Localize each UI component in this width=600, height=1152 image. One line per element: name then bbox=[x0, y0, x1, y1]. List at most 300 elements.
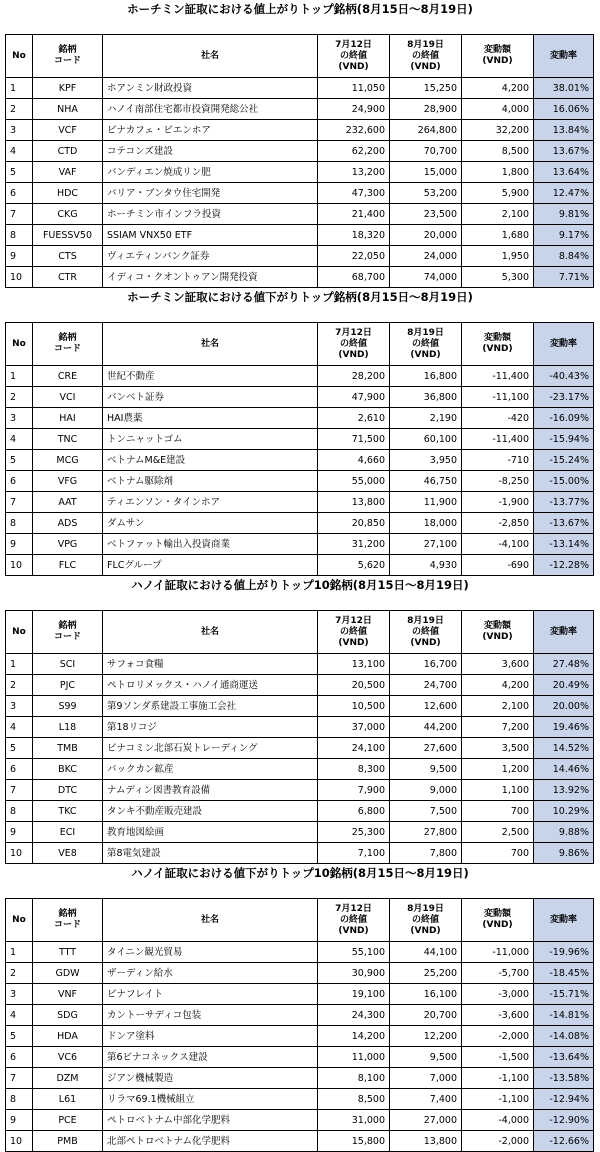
cell-close-0712: 8,500 bbox=[318, 1089, 390, 1110]
cell-code: CTR bbox=[33, 267, 103, 288]
cell-change: -4,100 bbox=[462, 534, 534, 555]
cell-company-name: バックカン鉱産 bbox=[103, 759, 318, 780]
table-row bbox=[6, 675, 594, 696]
cell-close-0819: 16,100 bbox=[390, 984, 462, 1005]
cell-company-name: 第9ソンダ系建設工事施工会社 bbox=[103, 696, 318, 717]
cell-company-name: SSIAM VNX50 ETF bbox=[103, 225, 318, 246]
stock-ranking-table bbox=[5, 34, 594, 288]
cell-company-name: コテコンズ建設 bbox=[103, 141, 318, 162]
cell-change-rate: 38.01% bbox=[534, 78, 594, 99]
header-close-0819: 8月19日 の終値 (VND) bbox=[390, 323, 462, 366]
cell-change-rate: 10.29% bbox=[534, 801, 594, 822]
cell-change: -11,000 bbox=[462, 942, 534, 963]
cell-close-0819: 20,000 bbox=[390, 225, 462, 246]
cell-change: 7,200 bbox=[462, 717, 534, 738]
cell-close-0819: 46,750 bbox=[390, 471, 462, 492]
cell-code: GDW bbox=[33, 963, 103, 984]
cell-code: ADS bbox=[33, 513, 103, 534]
cell-change: 8,500 bbox=[462, 141, 534, 162]
cell-company-name: ドンア塗料 bbox=[103, 1026, 318, 1047]
cell-close-0819: 15,250 bbox=[390, 78, 462, 99]
cell-change: -11,100 bbox=[462, 387, 534, 408]
cell-change: -8,250 bbox=[462, 471, 534, 492]
cell-change: 5,300 bbox=[462, 267, 534, 288]
cell-no: 8 bbox=[6, 801, 33, 822]
table-row bbox=[6, 267, 594, 288]
table-row bbox=[6, 204, 594, 225]
table-row bbox=[6, 534, 594, 555]
cell-no: 6 bbox=[6, 759, 33, 780]
cell-change: 4,200 bbox=[462, 675, 534, 696]
cell-no: 8 bbox=[6, 225, 33, 246]
cell-change-rate: -12.66% bbox=[534, 1131, 594, 1152]
cell-close-0712: 11,050 bbox=[318, 78, 390, 99]
cell-close-0819: 264,800 bbox=[390, 120, 462, 141]
cell-close-0819: 16,700 bbox=[390, 654, 462, 675]
cell-code: VFG bbox=[33, 471, 103, 492]
cell-close-0819: 53,200 bbox=[390, 183, 462, 204]
cell-change-rate: -12.94% bbox=[534, 1089, 594, 1110]
cell-change: 5,900 bbox=[462, 183, 534, 204]
table-row bbox=[6, 120, 594, 141]
cell-company-name: バリア・ブンタウ住宅開発 bbox=[103, 183, 318, 204]
cell-close-0819: 18,000 bbox=[390, 513, 462, 534]
cell-close-0819: 9,500 bbox=[390, 1047, 462, 1068]
cell-no: 5 bbox=[6, 738, 33, 759]
cell-close-0712: 24,100 bbox=[318, 738, 390, 759]
table-row bbox=[6, 366, 594, 387]
header-close-0712: 7月12日 の終値 (VND) bbox=[318, 323, 390, 366]
cell-company-name: 第6ビナコネックス建設 bbox=[103, 1047, 318, 1068]
table-row bbox=[6, 1131, 594, 1152]
cell-no: 6 bbox=[6, 471, 33, 492]
cell-company-name: 第8電気建設 bbox=[103, 843, 318, 864]
cell-no: 2 bbox=[6, 387, 33, 408]
cell-code: VNF bbox=[33, 984, 103, 1005]
cell-code: AAT bbox=[33, 492, 103, 513]
cell-change-rate: -14.08% bbox=[534, 1026, 594, 1047]
cell-change: -2,000 bbox=[462, 1026, 534, 1047]
cell-close-0712: 19,100 bbox=[318, 984, 390, 1005]
cell-close-0712: 22,050 bbox=[318, 246, 390, 267]
cell-close-0819: 11,900 bbox=[390, 492, 462, 513]
cell-no: 1 bbox=[6, 366, 33, 387]
cell-close-0819: 28,900 bbox=[390, 99, 462, 120]
cell-no: 7 bbox=[6, 780, 33, 801]
cell-change-rate: 19.46% bbox=[534, 717, 594, 738]
cell-change-rate: 16.06% bbox=[534, 99, 594, 120]
table-row bbox=[6, 654, 594, 675]
cell-close-0712: 62,200 bbox=[318, 141, 390, 162]
cell-company-name: ティエンソン・タインホア bbox=[103, 492, 318, 513]
cell-no: 4 bbox=[6, 717, 33, 738]
table-row bbox=[6, 555, 594, 576]
cell-no: 7 bbox=[6, 204, 33, 225]
header-close-0819: 8月19日 の終値 (VND) bbox=[390, 611, 462, 654]
cell-close-0712: 30,900 bbox=[318, 963, 390, 984]
cell-company-name: ビナフレイト bbox=[103, 984, 318, 1005]
table-row bbox=[6, 963, 594, 984]
cell-change-rate: 13.92% bbox=[534, 780, 594, 801]
section-title: ハノイ証取における値上がりトップ10銘柄(8月15日〜8月19日) bbox=[131, 578, 469, 592]
cell-close-0819: 60,100 bbox=[390, 429, 462, 450]
table-row bbox=[6, 1005, 594, 1026]
cell-close-0712: 13,100 bbox=[318, 654, 390, 675]
cell-change-rate: -13.77% bbox=[534, 492, 594, 513]
cell-code: PCE bbox=[33, 1110, 103, 1131]
cell-change-rate: -14.81% bbox=[534, 1005, 594, 1026]
cell-change: -11,400 bbox=[462, 366, 534, 387]
cell-close-0819: 16,800 bbox=[390, 366, 462, 387]
cell-close-0819: 27,600 bbox=[390, 738, 462, 759]
cell-close-0819: 44,100 bbox=[390, 942, 462, 963]
cell-code: VPG bbox=[33, 534, 103, 555]
header-change: 変動額 (VND) bbox=[462, 611, 534, 654]
cell-close-0712: 13,800 bbox=[318, 492, 390, 513]
table-row bbox=[6, 408, 594, 429]
cell-close-0819: 20,700 bbox=[390, 1005, 462, 1026]
cell-close-0819: 27,800 bbox=[390, 822, 462, 843]
cell-change-rate: -13.64% bbox=[534, 1047, 594, 1068]
cell-close-0712: 24,900 bbox=[318, 99, 390, 120]
cell-close-0712: 31,200 bbox=[318, 534, 390, 555]
cell-change-rate: 12.47% bbox=[534, 183, 594, 204]
cell-close-0819: 2,190 bbox=[390, 408, 462, 429]
header-change-rate: 変動率 bbox=[534, 611, 594, 654]
cell-close-0712: 24,300 bbox=[318, 1005, 390, 1026]
cell-no: 10 bbox=[6, 267, 33, 288]
cell-close-0819: 74,000 bbox=[390, 267, 462, 288]
cell-company-name: ビナカフェ・ビエンホア bbox=[103, 120, 318, 141]
cell-close-0712: 14,200 bbox=[318, 1026, 390, 1047]
cell-close-0819: 12,600 bbox=[390, 696, 462, 717]
header-change-rate: 変動率 bbox=[534, 899, 594, 942]
cell-change-rate: 20.00% bbox=[534, 696, 594, 717]
cell-company-name: FLCグループ bbox=[103, 555, 318, 576]
cell-company-name: 北部ペトロベトナム化学肥料 bbox=[103, 1131, 318, 1152]
cell-change-rate: -15.71% bbox=[534, 984, 594, 1005]
cell-company-name: ビナコミン北部石炭トレーディング bbox=[103, 738, 318, 759]
cell-company-name: ペトロベトナム中部化学肥料 bbox=[103, 1110, 318, 1131]
cell-no: 1 bbox=[6, 78, 33, 99]
cell-close-0712: 25,300 bbox=[318, 822, 390, 843]
cell-code: PJC bbox=[33, 675, 103, 696]
table-row bbox=[6, 1089, 594, 1110]
cell-change-rate: 9.88% bbox=[534, 822, 594, 843]
cell-change-rate: -19.96% bbox=[534, 942, 594, 963]
cell-no: 7 bbox=[6, 1068, 33, 1089]
table-row bbox=[6, 429, 594, 450]
cell-code: DTC bbox=[33, 780, 103, 801]
cell-change: 3,600 bbox=[462, 654, 534, 675]
cell-code: NHA bbox=[33, 99, 103, 120]
cell-code: CRE bbox=[33, 366, 103, 387]
cell-close-0819: 12,200 bbox=[390, 1026, 462, 1047]
header-code: 銘柄 コード bbox=[33, 35, 103, 78]
cell-company-name: ジアン機械製造 bbox=[103, 1068, 318, 1089]
cell-change: 700 bbox=[462, 801, 534, 822]
cell-company-name: バンディエン焼成リン肥 bbox=[103, 162, 318, 183]
table-row bbox=[6, 822, 594, 843]
cell-close-0712: 8,100 bbox=[318, 1068, 390, 1089]
cell-company-name: タンキ不動産販売建設 bbox=[103, 801, 318, 822]
cell-code: PMB bbox=[33, 1131, 103, 1152]
cell-company-name: ダムサン bbox=[103, 513, 318, 534]
cell-close-0712: 71,500 bbox=[318, 429, 390, 450]
cell-change: -11,400 bbox=[462, 429, 534, 450]
ranking-section bbox=[0, 865, 600, 1152]
cell-close-0712: 11,000 bbox=[318, 1047, 390, 1068]
section-title: ハノイ証取における値下がりトップ10銘柄(8月15日〜8月19日) bbox=[131, 866, 469, 880]
cell-change: 2,500 bbox=[462, 822, 534, 843]
cell-no: 10 bbox=[6, 843, 33, 864]
cell-change-rate: -13.67% bbox=[534, 513, 594, 534]
cell-change: -1,500 bbox=[462, 1047, 534, 1068]
cell-change-rate: 9.86% bbox=[534, 843, 594, 864]
cell-change-rate: 27.48% bbox=[534, 654, 594, 675]
cell-close-0712: 55,100 bbox=[318, 942, 390, 963]
cell-no: 1 bbox=[6, 654, 33, 675]
cell-change: -1,100 bbox=[462, 1068, 534, 1089]
cell-close-0819: 23,500 bbox=[390, 204, 462, 225]
cell-change: -3,600 bbox=[462, 1005, 534, 1026]
table-row bbox=[6, 759, 594, 780]
cell-close-0712: 7,100 bbox=[318, 843, 390, 864]
table-row bbox=[6, 141, 594, 162]
cell-close-0819: 13,800 bbox=[390, 1131, 462, 1152]
cell-company-name: ナムディン図書教育設備 bbox=[103, 780, 318, 801]
cell-code: VAF bbox=[33, 162, 103, 183]
cell-code: FUESSV50 bbox=[33, 225, 103, 246]
cell-no: 9 bbox=[6, 1110, 33, 1131]
cell-no: 9 bbox=[6, 534, 33, 555]
cell-company-name: 世紀不動産 bbox=[103, 366, 318, 387]
cell-close-0819: 25,200 bbox=[390, 963, 462, 984]
table-row bbox=[6, 513, 594, 534]
cell-close-0819: 3,950 bbox=[390, 450, 462, 471]
cell-close-0712: 5,620 bbox=[318, 555, 390, 576]
table-row bbox=[6, 942, 594, 963]
cell-no: 6 bbox=[6, 183, 33, 204]
header-no: No bbox=[6, 323, 33, 366]
cell-close-0819: 7,400 bbox=[390, 1089, 462, 1110]
cell-no: 5 bbox=[6, 1026, 33, 1047]
cell-change-rate: 13.84% bbox=[534, 120, 594, 141]
cell-company-name: ベトファット輸出入投資商業 bbox=[103, 534, 318, 555]
cell-change: 1,680 bbox=[462, 225, 534, 246]
cell-no: 3 bbox=[6, 696, 33, 717]
cell-change-rate: 13.67% bbox=[534, 141, 594, 162]
cell-company-name: ヴィエティンバンク証券 bbox=[103, 246, 318, 267]
cell-no: 5 bbox=[6, 450, 33, 471]
cell-change: 3,500 bbox=[462, 738, 534, 759]
cell-close-0712: 8,300 bbox=[318, 759, 390, 780]
cell-close-0819: 27,100 bbox=[390, 534, 462, 555]
cell-code: SCI bbox=[33, 654, 103, 675]
cell-code: DZM bbox=[33, 1068, 103, 1089]
header-close-0712: 7月12日 の終値 (VND) bbox=[318, 35, 390, 78]
cell-close-0712: 28,200 bbox=[318, 366, 390, 387]
table-row bbox=[6, 843, 594, 864]
cell-code: HDC bbox=[33, 183, 103, 204]
cell-change-rate: -40.43% bbox=[534, 366, 594, 387]
cell-change: 2,100 bbox=[462, 204, 534, 225]
cell-code: FLC bbox=[33, 555, 103, 576]
header-change: 変動額 (VND) bbox=[462, 323, 534, 366]
header-close-0712: 7月12日 の終値 (VND) bbox=[318, 899, 390, 942]
cell-change: -1,100 bbox=[462, 1089, 534, 1110]
cell-no: 8 bbox=[6, 1089, 33, 1110]
table-row bbox=[6, 387, 594, 408]
cell-change: -420 bbox=[462, 408, 534, 429]
cell-code: SDG bbox=[33, 1005, 103, 1026]
cell-close-0712: 20,850 bbox=[318, 513, 390, 534]
header-close-0819: 8月19日 の終値 (VND) bbox=[390, 35, 462, 78]
cell-code: L61 bbox=[33, 1089, 103, 1110]
stock-ranking-table bbox=[5, 610, 594, 864]
cell-close-0712: 21,400 bbox=[318, 204, 390, 225]
cell-code: S99 bbox=[33, 696, 103, 717]
cell-no: 8 bbox=[6, 513, 33, 534]
cell-change-rate: 14.52% bbox=[534, 738, 594, 759]
ranking-section bbox=[0, 1, 600, 288]
cell-close-0712: 6,800 bbox=[318, 801, 390, 822]
cell-code: VCF bbox=[33, 120, 103, 141]
cell-close-0712: 15,800 bbox=[318, 1131, 390, 1152]
cell-close-0819: 7,500 bbox=[390, 801, 462, 822]
table-row bbox=[6, 78, 594, 99]
cell-code: CTD bbox=[33, 141, 103, 162]
table-row bbox=[6, 1026, 594, 1047]
cell-code: VE8 bbox=[33, 843, 103, 864]
cell-code: BKC bbox=[33, 759, 103, 780]
cell-change-rate: -15.24% bbox=[534, 450, 594, 471]
cell-close-0712: 2,610 bbox=[318, 408, 390, 429]
cell-close-0819: 36,800 bbox=[390, 387, 462, 408]
cell-company-name: タイニン観光貿易 bbox=[103, 942, 318, 963]
cell-no: 6 bbox=[6, 1047, 33, 1068]
cell-change-rate: -18.45% bbox=[534, 963, 594, 984]
cell-no: 4 bbox=[6, 141, 33, 162]
table-header-row bbox=[6, 611, 594, 654]
table-header-row bbox=[6, 323, 594, 366]
cell-close-0712: 47,900 bbox=[318, 387, 390, 408]
cell-no: 10 bbox=[6, 555, 33, 576]
cell-company-name: ホアンミン財政投資 bbox=[103, 78, 318, 99]
cell-code: TNC bbox=[33, 429, 103, 450]
cell-change-rate: 8.84% bbox=[534, 246, 594, 267]
cell-close-0712: 7,900 bbox=[318, 780, 390, 801]
cell-code: CKG bbox=[33, 204, 103, 225]
cell-change-rate: -13.14% bbox=[534, 534, 594, 555]
cell-company-name: ベトナム駆除剤 bbox=[103, 471, 318, 492]
cell-code: HDA bbox=[33, 1026, 103, 1047]
cell-change-rate: 9.17% bbox=[534, 225, 594, 246]
table-row bbox=[6, 492, 594, 513]
table-row bbox=[6, 1110, 594, 1131]
table-row bbox=[6, 1068, 594, 1089]
cell-change: -3,000 bbox=[462, 984, 534, 1005]
cell-code: TKC bbox=[33, 801, 103, 822]
table-row bbox=[6, 801, 594, 822]
cell-close-0819: 15,000 bbox=[390, 162, 462, 183]
cell-no: 1 bbox=[6, 942, 33, 963]
cell-change: -2,000 bbox=[462, 1131, 534, 1152]
cell-close-0712: 10,500 bbox=[318, 696, 390, 717]
cell-change-rate: 9.81% bbox=[534, 204, 594, 225]
cell-no: 2 bbox=[6, 963, 33, 984]
document bbox=[0, 1, 600, 1152]
cell-close-0712: 13,200 bbox=[318, 162, 390, 183]
cell-code: L18 bbox=[33, 717, 103, 738]
cell-change-rate: -15.94% bbox=[534, 429, 594, 450]
cell-change-rate: -12.28% bbox=[534, 555, 594, 576]
cell-change: 700 bbox=[462, 843, 534, 864]
cell-no: 4 bbox=[6, 1005, 33, 1026]
cell-change-rate: -13.58% bbox=[534, 1068, 594, 1089]
cell-close-0712: 37,000 bbox=[318, 717, 390, 738]
stock-ranking-table bbox=[5, 898, 594, 1152]
cell-company-name: イディコ・クオントゥアン開発投資 bbox=[103, 267, 318, 288]
cell-change: -4,000 bbox=[462, 1110, 534, 1131]
cell-close-0819: 9,000 bbox=[390, 780, 462, 801]
cell-company-name: リラマ69.1機械組立 bbox=[103, 1089, 318, 1110]
cell-close-0819: 44,200 bbox=[390, 717, 462, 738]
cell-close-0712: 20,500 bbox=[318, 675, 390, 696]
cell-code: VCI bbox=[33, 387, 103, 408]
section-title: ホーチミン証取における値下がりトップ銘柄(8月15日〜8月19日) bbox=[127, 290, 473, 304]
cell-change-rate: 7.71% bbox=[534, 267, 594, 288]
cell-close-0819: 24,000 bbox=[390, 246, 462, 267]
table-row bbox=[6, 450, 594, 471]
cell-close-0712: 68,700 bbox=[318, 267, 390, 288]
table-row bbox=[6, 162, 594, 183]
cell-close-0712: 55,000 bbox=[318, 471, 390, 492]
cell-company-name: カントーサディコ包装 bbox=[103, 1005, 318, 1026]
cell-code: CTS bbox=[33, 246, 103, 267]
cell-close-0819: 70,700 bbox=[390, 141, 462, 162]
cell-change: 1,950 bbox=[462, 246, 534, 267]
cell-company-name: 教育地図絵画 bbox=[103, 822, 318, 843]
cell-no: 9 bbox=[6, 822, 33, 843]
table-row bbox=[6, 1047, 594, 1068]
header-name: 社名 bbox=[103, 323, 318, 366]
cell-close-0819: 7,000 bbox=[390, 1068, 462, 1089]
cell-company-name: ザーディン給水 bbox=[103, 963, 318, 984]
table-row bbox=[6, 696, 594, 717]
cell-no: 3 bbox=[6, 120, 33, 141]
cell-close-0819: 7,800 bbox=[390, 843, 462, 864]
cell-company-name: ホーチミン市インフラ投資 bbox=[103, 204, 318, 225]
header-no: No bbox=[6, 35, 33, 78]
cell-company-name: HAI農薬 bbox=[103, 408, 318, 429]
table-row bbox=[6, 225, 594, 246]
cell-no: 3 bbox=[6, 408, 33, 429]
header-close-0712: 7月12日 の終値 (VND) bbox=[318, 611, 390, 654]
table-row bbox=[6, 183, 594, 204]
cell-close-0819: 27,000 bbox=[390, 1110, 462, 1131]
cell-close-0712: 232,600 bbox=[318, 120, 390, 141]
cell-change: 4,000 bbox=[462, 99, 534, 120]
header-no: No bbox=[6, 899, 33, 942]
cell-close-0819: 4,930 bbox=[390, 555, 462, 576]
cell-change-rate: -12.90% bbox=[534, 1110, 594, 1131]
table-row bbox=[6, 780, 594, 801]
cell-company-name: サフォコ食糧 bbox=[103, 654, 318, 675]
cell-change: 2,100 bbox=[462, 696, 534, 717]
header-change: 変動額 (VND) bbox=[462, 35, 534, 78]
cell-close-0712: 18,320 bbox=[318, 225, 390, 246]
